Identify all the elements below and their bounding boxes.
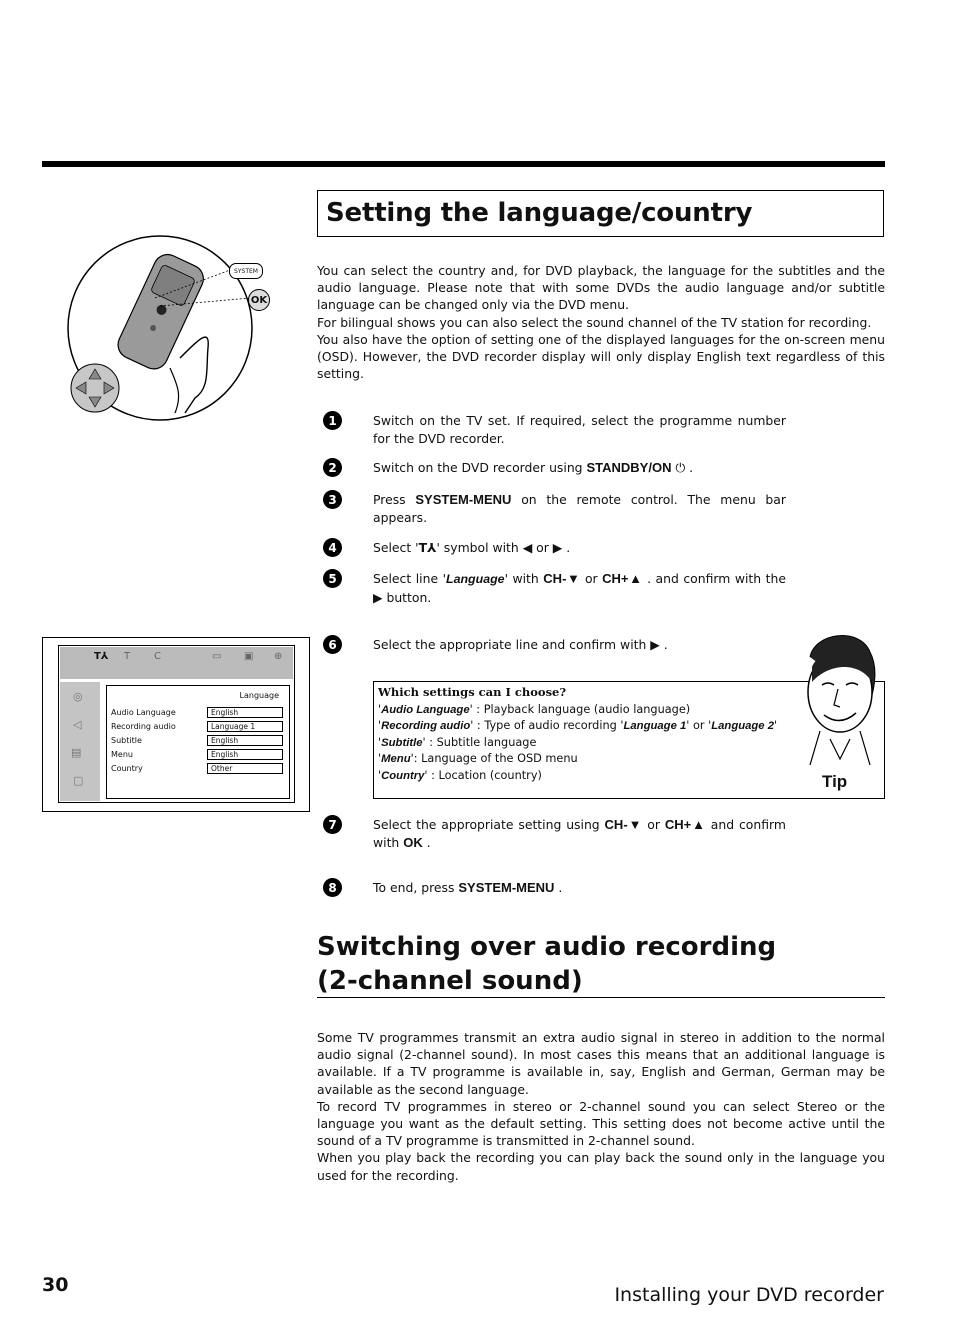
osd-side-menu xyxy=(60,682,100,801)
clock-icon: C xyxy=(154,651,161,662)
tip-face-illustration xyxy=(790,627,884,767)
section2-text xyxy=(317,1029,885,1184)
step-number: 6 xyxy=(323,635,342,654)
intro-paragraph: You can select the country and, for DVD playback, the language for the subtitles and the audio language. Please note that with some DVDs the audio language and/or subtitle language can be changed only via the DVD menu. xyxy=(317,263,885,313)
step-number: 3 xyxy=(323,490,342,509)
power-icon: ⏻ xyxy=(671,460,690,475)
remote-control-illustration xyxy=(60,228,280,428)
intro-paragraph: For bilingual shows you can also select the sound channel of the TV station for recording. xyxy=(317,314,872,330)
tip-item: 'Subtitle' : Subtitle language xyxy=(378,735,537,749)
osd-heading: Language xyxy=(239,691,279,700)
section2-paragraph: When you play back the recording you can play back the sound only in the language you used for the recording. xyxy=(317,1150,885,1183)
intro-text xyxy=(317,262,885,382)
step-text: Select the appropriate setting using CH-▼ or CH+▲ and confirm with OK . xyxy=(373,817,786,850)
section-title-box xyxy=(317,190,884,237)
ok-button-icon: OK xyxy=(248,289,270,311)
section2-rule xyxy=(317,997,885,998)
step-text: Switch on the DVD recorder using STANDBY/ON ⏻ . xyxy=(373,460,694,475)
step-text: Press SYSTEM-MENU on the remote control. The menu bar appears. xyxy=(373,492,786,525)
section2-paragraph: Some TV programmes transmit an extra audio signal in stereo in addition to the normal audio signal (2-channel sound). In most cases this means that an additional language is available. If a TV programme is available in, say, English and German, German may be available as the second language. xyxy=(317,1030,885,1097)
step-number: 5 xyxy=(323,569,342,588)
settings-tools-icon: T⅄ xyxy=(94,651,109,662)
osd-row: Menu English xyxy=(111,749,287,761)
step-number: 1 xyxy=(323,411,342,430)
page-number: 30 xyxy=(42,1274,69,1296)
tip-content xyxy=(378,685,788,784)
section-title: Setting the language/country xyxy=(326,198,753,228)
speaker-icon: ◁ xyxy=(73,718,82,731)
top-rule xyxy=(42,161,885,167)
osd-menu-bar xyxy=(60,647,293,679)
step-number: 4 xyxy=(323,538,342,557)
osd-screen xyxy=(58,645,295,803)
tip-item: 'Country' : Location (country) xyxy=(378,768,542,782)
intro-paragraph: You also have the option of setting one of the displayed languages for the on-screen menu (OSD). However, the DVD recorder display will only display English text regardless of this setting. xyxy=(317,331,885,382)
osd-row: Country Other xyxy=(111,763,287,775)
chapter-title: Installing your DVD recorder xyxy=(614,1284,884,1306)
picture-icon: ▭ xyxy=(212,651,222,662)
step-number: 8 xyxy=(323,878,342,897)
osd-language-panel xyxy=(106,685,290,799)
step-text: Select 'T⅄' symbol with ◀ or ▶ . xyxy=(373,540,571,555)
tip-item: 'Menu': Language of the OSD menu xyxy=(378,752,578,765)
tuner-icon: T xyxy=(124,651,131,662)
language-icon: ▤ xyxy=(71,746,82,759)
tip-item: 'Audio Language' : Playback language (audio language) xyxy=(378,702,691,716)
tip-item: 'Recording audio' : Type of audio recording 'Language 1' or 'Language 2' xyxy=(378,719,778,732)
step-number: 7 xyxy=(323,815,342,834)
film-icon: ▣ xyxy=(244,651,254,662)
system-button-icon: SYSTEM xyxy=(229,263,263,279)
tv-icon: ▢ xyxy=(73,774,84,787)
zoom-icon: ⊕ xyxy=(274,651,283,662)
section2-paragraph: To record TV programmes in stereo or 2-channel sound you can select Stereo or the language you want as the default setting. This setting does not become active until the sound of a TV programme is transmitted in 2-channel sound. xyxy=(317,1098,885,1149)
section2-title: Switching over audio recording (2-channel sound) xyxy=(317,932,777,996)
step-text: To end, press SYSTEM-MENU . xyxy=(373,880,563,895)
step-number: 2 xyxy=(323,458,342,477)
step-text: Switch on the TV set. If required, select the programme number for the DVD recorder. xyxy=(373,413,786,446)
osd-row: Subtitle English xyxy=(111,735,287,747)
tip-label: Tip xyxy=(822,772,848,791)
step-text: Select line 'Language' with CH-▼ or CH+▲ . and confirm with the ▶ button. xyxy=(373,571,786,605)
osd-row: Recording audio Language 1 xyxy=(111,721,287,733)
settings-tools-icon: T⅄ xyxy=(418,540,437,555)
step-text: Select the appropriate line and confirm with ▶ . xyxy=(373,637,668,652)
osd-row: Audio Language English xyxy=(111,707,287,719)
settings-icon: ◎ xyxy=(73,690,83,703)
tip-heading: Which settings can I choose? xyxy=(378,685,567,699)
